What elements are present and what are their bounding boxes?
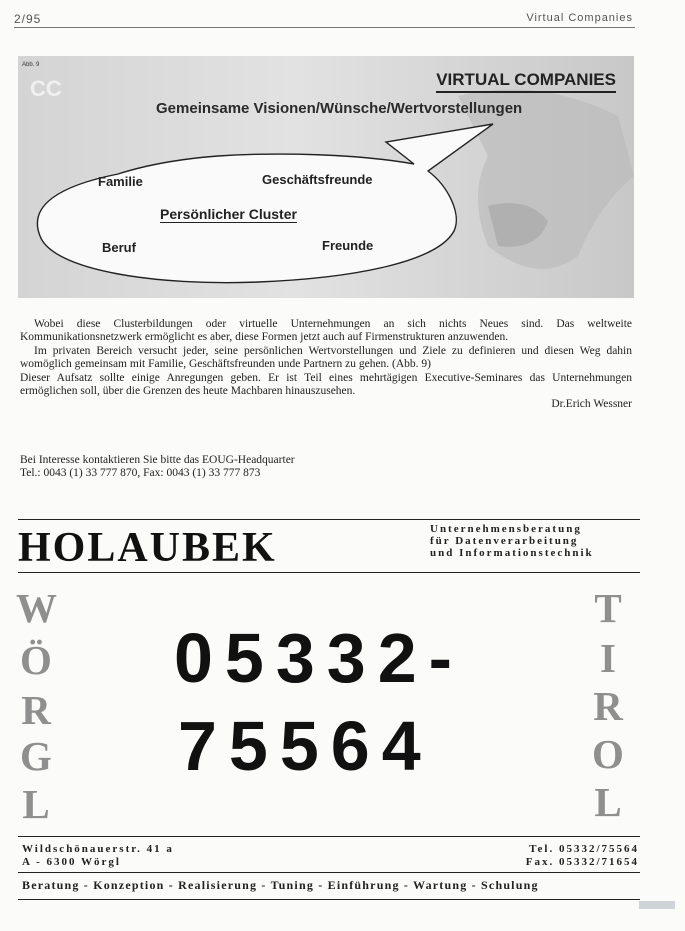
ad-phone-line-2: 75564 [178, 707, 433, 785]
tagline-line-1: Unternehmensberatung [430, 523, 582, 535]
article-text [20, 318, 632, 412]
paragraph-1: Wobei diese Clusterbildungen oder virtuelle Unternehmungen an sich nichts Neues sind. Das weltweite Kommunikationsnetzwerk ermöglicht es aber, diese Formen jetzt auch auf Firmenstrukturen anzuwenden. [20, 318, 632, 344]
ad-tel: Tel. 05332/75564 [529, 843, 639, 855]
left-letter-3: R [21, 687, 51, 733]
figure-subtitle: Gemeinsame Visionen/Wünsche/Wertvorstellungen [156, 100, 523, 117]
ad-address-rule [18, 836, 640, 837]
contact-line-1: Bei Interesse kontaktieren Sie bitte das EOUG-Headquarter [20, 454, 295, 466]
ad-fax: Fax. 05332/71654 [525, 856, 639, 868]
right-letter-5: L [594, 779, 622, 825]
address-city: A - 6300 Wörgl [22, 856, 121, 868]
ad-brand-rule [18, 572, 640, 573]
right-letter-1: T [594, 585, 622, 631]
ad-brand-name: HOLAUBEK [18, 525, 277, 571]
ad-phone-line-1: 05332- [174, 619, 464, 697]
paragraph-3: Dieser Aufsatz sollte einige Anregungen geben. Er ist Teil eines mehrtägigen Executive-Seminares das Unternehmungen ermöglichen soll, über die Grenzen des heute Machbaren hinauszusehen. [20, 371, 632, 398]
ad-services-rule-top [18, 872, 640, 873]
figure-title: VIRTUAL COMPANIES [436, 70, 616, 93]
scan-artifact [639, 901, 675, 909]
ad-tagline [430, 523, 594, 559]
author-signature: Dr.Erich Wessner [551, 398, 632, 411]
paragraph-2: Im privaten Bereich versucht jeder, seine persönlichen Wertvorstellungen und Ziele zu definieren und diesen Weg dahin womöglich gemeinsam mit Familie, Geschäftsfreunden unde Partnern zu gehen. (Abb. 9) [20, 344, 632, 371]
label-beruf: Beruf [102, 240, 136, 255]
page-number: 2/95 [14, 12, 42, 26]
ad-phone-fax [526, 843, 639, 869]
label-geschaeftsfreunde: Geschäftsfreunde [262, 172, 373, 187]
figure-label: Abb. 9 [22, 62, 40, 68]
ad-top-rule [18, 519, 640, 520]
label-persoenlicher-cluster: Persönlicher Cluster [160, 206, 297, 222]
label-freunde: Freunde [322, 238, 374, 253]
label-familie: Familie [98, 174, 143, 189]
ad-services-rule-bottom [18, 899, 640, 900]
address-street: Wildschönauerstr. 41 a [22, 843, 174, 855]
contact-line-2: Tel.: 0043 (1) 33 777 870, Fax: 0043 (1) 33 777 873 [20, 467, 261, 480]
left-letter-5: L [22, 781, 50, 827]
tagline-line-3: und Informationstechnik [430, 547, 594, 559]
left-letter-4: G [20, 733, 52, 779]
tagline-line-2: für Datenverarbeitung [430, 535, 579, 547]
running-header: Virtual Companies [526, 12, 633, 24]
right-letter-4: O [592, 731, 624, 777]
ad-services: Beratung - Konzeption - Realisierung - Tuning - Einführung - Wartung - Schulung [22, 878, 539, 892]
contact-info [20, 454, 295, 481]
figure-logo: CC [30, 76, 62, 101]
ad-address [22, 843, 174, 869]
header-rule [14, 27, 635, 28]
figure-virtual-companies [18, 56, 634, 298]
left-letter-2: Ö [20, 637, 52, 683]
right-letter-2: I [600, 635, 616, 681]
left-letter-1: W [16, 585, 57, 631]
right-letter-3: R [593, 683, 623, 729]
cluster-ellipse [37, 124, 493, 283]
